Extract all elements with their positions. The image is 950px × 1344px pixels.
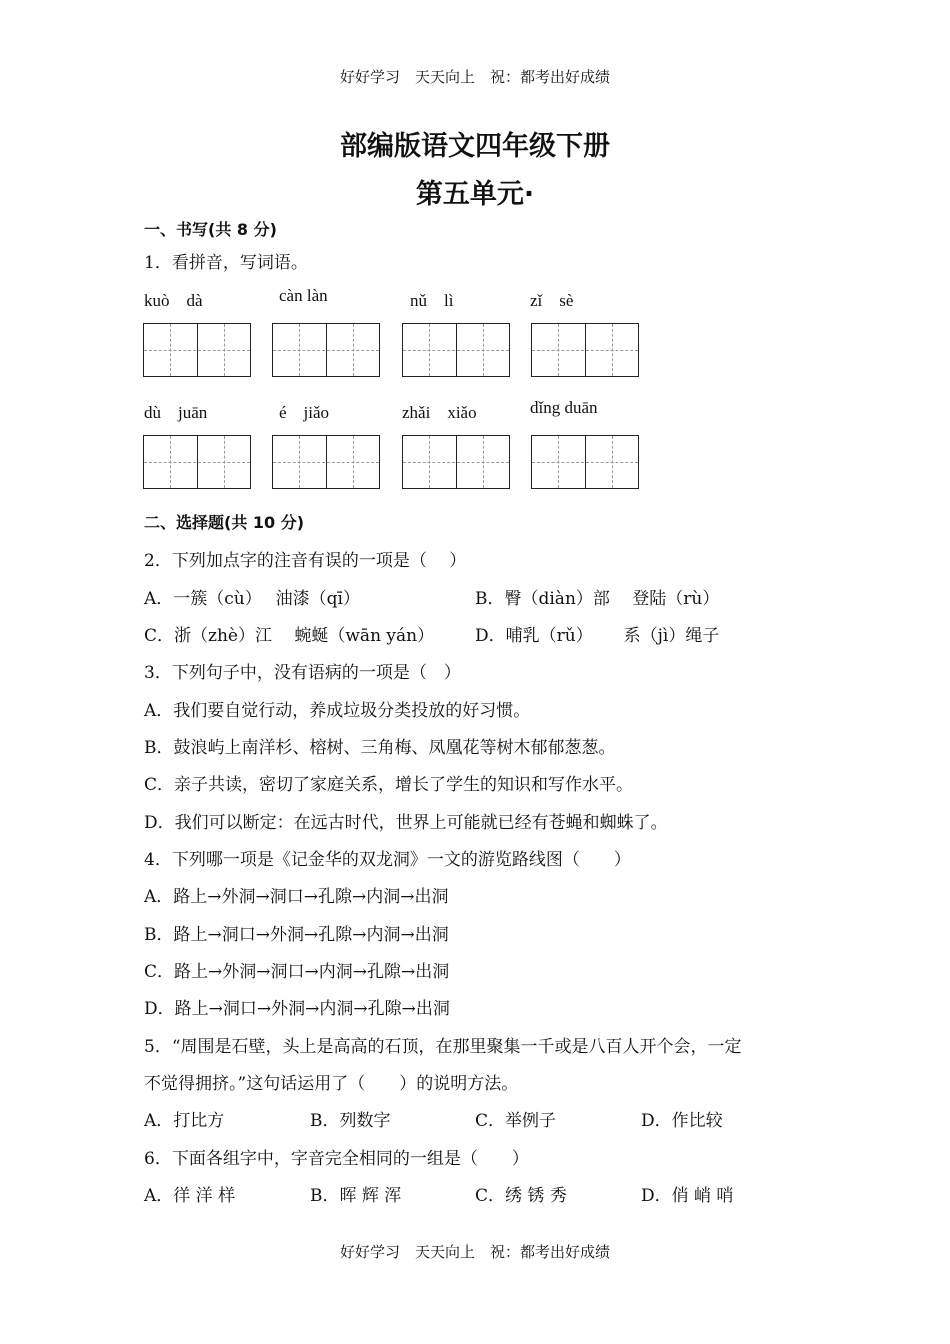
question-2-option-d[interactable]: D．哺乳（rǔ） 系（jì）绳子: [475, 626, 720, 646]
pinyin-label: càn làn: [279, 286, 328, 305]
writing-grid-box[interactable]: [272, 323, 380, 377]
question-5-option-b[interactable]: B．列数字: [310, 1111, 391, 1131]
writing-grid-box[interactable]: [402, 435, 510, 489]
question-3-option-d[interactable]: D．我们可以断定：在远古时代，世界上可能就已经有苍蝇和蜘蛛了。: [144, 813, 668, 833]
question-2-option-c[interactable]: C．浙（zhè）江 蜿蜒（wān yán）: [144, 626, 435, 646]
question-4-stem: 4．下列哪一项是《记金华的双龙洞》一文的游览路线图（ ）: [144, 850, 631, 870]
question-4-option-a[interactable]: A．路上→外洞→洞口→孔隙→内洞→出洞: [144, 887, 449, 907]
writing-grid-box[interactable]: [143, 323, 251, 377]
question-6-option-d[interactable]: D．俏 峭 哨: [641, 1186, 734, 1206]
question-3-option-c[interactable]: C．亲子共读，密切了家庭关系，增长了学生的知识和写作水平。: [144, 775, 634, 795]
pinyin-label: dù juān: [144, 403, 208, 422]
page-header: 好好学习 天天向上 祝：都考出好成绩: [339, 68, 610, 86]
question-5-option-c[interactable]: C．举例子: [475, 1111, 557, 1131]
question-2-option-a[interactable]: A．一簇（cù） 油漆（qī）: [144, 589, 360, 609]
page-footer: 好好学习 天天向上 祝：都考出好成绩: [339, 1243, 610, 1261]
question-6-option-c[interactable]: C．绣 锈 秀: [475, 1186, 567, 1206]
question-4-option-c[interactable]: C．路上→外洞→洞口→内洞→孔隙→出洞: [144, 962, 450, 982]
question-5-stem-line1: 5．“周围是石壁，头上是高高的石顶，在那里聚集一千或是八百人开个会，一定: [144, 1037, 742, 1057]
question-5-option-a[interactable]: A．打比方: [144, 1111, 225, 1131]
page-subtitle: 第五单元·: [415, 179, 535, 210]
question-2-stem: 2．下列加点字的注音有误的一项是（ ）: [144, 551, 467, 571]
question-5-option-d[interactable]: D．作比较: [641, 1111, 723, 1131]
question-1-stem: 1．看拼音，写词语。: [144, 253, 308, 273]
pinyin-label: nǔ lì: [410, 291, 454, 310]
question-3-stem: 3．下列句子中，没有语病的一项是（ ）: [144, 663, 461, 683]
writing-grid-box[interactable]: [531, 435, 639, 489]
question-3-option-a[interactable]: A．我们要自觉行动，养成垃圾分类投放的好习惯。: [144, 701, 531, 721]
question-6-option-b[interactable]: B．晖 辉 浑: [310, 1186, 402, 1206]
writing-grid-box[interactable]: [531, 323, 639, 377]
pinyin-label: kuò dà: [144, 291, 203, 310]
question-6-option-a[interactable]: A．徉 洋 样: [144, 1186, 236, 1206]
question-4-option-b[interactable]: B．路上→洞口→外洞→孔隙→内洞→出洞: [144, 925, 449, 945]
pinyin-label: é jiǎo: [279, 403, 330, 422]
writing-grid-box[interactable]: [402, 323, 510, 377]
question-6-stem: 6．下面各组字中，字音完全相同的一组是（ ）: [144, 1149, 529, 1169]
pinyin-label: zǐ sè: [530, 291, 574, 310]
pinyin-label: dǐng duān: [530, 398, 598, 417]
question-2-option-b[interactable]: B．臀（diàn）部 登陆（rù）: [475, 589, 720, 609]
question-5-stem-line2: 不觉得拥挤。”这句话运用了（ ）的说明方法。: [144, 1074, 519, 1094]
section-choice-heading: 二、选择题(共 10 分): [144, 513, 305, 532]
writing-grid-box[interactable]: [143, 435, 251, 489]
question-3-option-b[interactable]: B．鼓浪屿上南洋杉、榕树、三角梅、凤凰花等树木郁郁葱葱。: [144, 738, 616, 758]
pinyin-label: zhǎi xiǎo: [402, 403, 477, 422]
writing-grid-box[interactable]: [272, 435, 380, 489]
question-4-option-d[interactable]: D．路上→洞口→外洞→内洞→孔隙→出洞: [144, 999, 450, 1019]
section-writing-heading: 一、书写(共 8 分): [144, 220, 277, 239]
page-title: 部编版语文四年级下册: [340, 131, 610, 162]
